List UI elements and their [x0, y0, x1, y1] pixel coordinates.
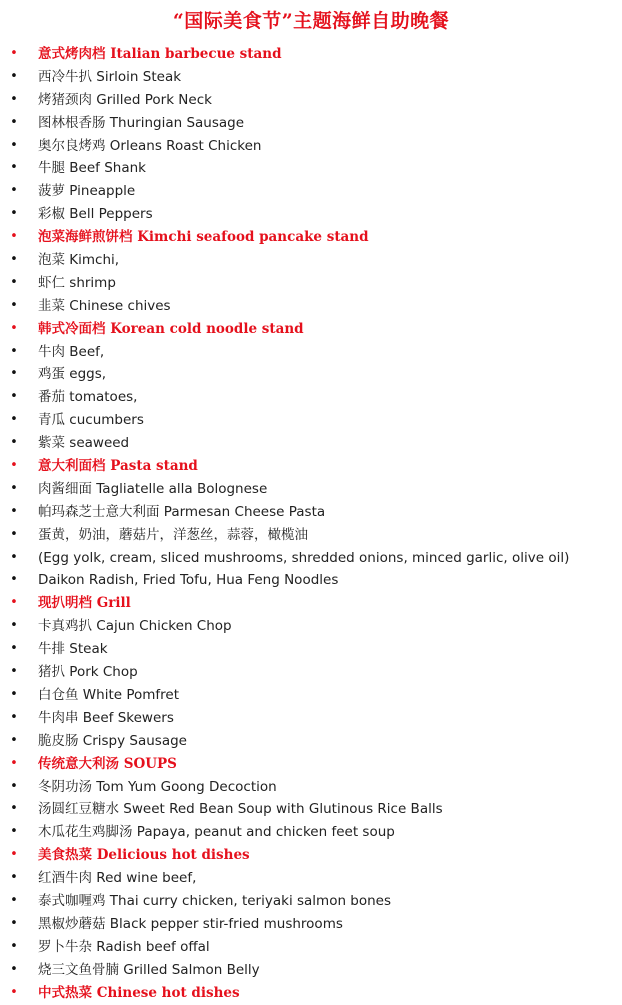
item-label: 番茄 tomatoes, — [38, 389, 138, 406]
menu-item — [0, 684, 622, 707]
menu-item — [0, 569, 622, 592]
menu-item — [0, 890, 622, 913]
menu-item — [0, 112, 622, 135]
item-label: 卡真鸡扒 Cajun Chicken Chop — [38, 618, 232, 635]
bullet-icon: • — [10, 160, 18, 176]
item-label: 红酒牛肉 Red wine beef, — [38, 870, 197, 887]
item-label: 菠萝 Pineapple — [38, 183, 136, 200]
bullet-icon: • — [10, 229, 18, 245]
section-label: 泡菜海鲜煎饼档 Kimchi seafood pancake stand — [38, 229, 369, 246]
bullet-icon: • — [10, 206, 18, 222]
item-label: (Egg yolk, cream, sliced mushrooms, shredded onions, minced garlic, olive oil) — [38, 549, 570, 566]
menu-item — [0, 66, 622, 89]
menu-item — [0, 936, 622, 959]
bullet-icon: • — [10, 961, 18, 977]
menu-item — [0, 501, 622, 524]
bullet-icon: • — [10, 297, 18, 313]
menu-item — [0, 272, 622, 295]
section-heading — [0, 592, 622, 615]
item-label: 青瓜 cucumbers — [38, 412, 144, 429]
section-label: 传统意大利汤 SOUPS — [38, 755, 177, 772]
menu-item — [0, 478, 622, 501]
bullet-icon: • — [10, 412, 18, 428]
bullet-icon: • — [10, 274, 18, 290]
bullet-icon: • — [10, 503, 18, 519]
item-label: 彩椒 Bell Peppers — [38, 206, 153, 223]
menu-list — [0, 43, 622, 1004]
menu-item — [0, 432, 622, 455]
bullet-icon: • — [10, 618, 18, 634]
bullet-icon: • — [10, 343, 18, 359]
menu-item — [0, 867, 622, 890]
menu-item — [0, 547, 622, 570]
bullet-icon: • — [10, 938, 18, 954]
menu-item — [0, 821, 622, 844]
item-label: 黑椒炒蘑菇 Black pepper stir-fried mushrooms — [38, 915, 343, 932]
menu-item — [0, 249, 622, 272]
item-label: 帕玛森芝士意大利面 Parmesan Cheese Pasta — [38, 503, 326, 520]
bullet-icon: • — [10, 778, 18, 794]
section-label: 意式烤肉档 Italian barbecue stand — [38, 46, 282, 62]
menu-item — [0, 180, 622, 203]
item-label: 泡菜 Kimchi, — [38, 252, 120, 269]
menu-item — [0, 363, 622, 386]
menu-item — [0, 638, 622, 661]
menu-item — [0, 203, 622, 226]
item-label: 紫菜 seaweed — [38, 435, 130, 452]
menu-item — [0, 295, 622, 318]
section-label: 美食热菜 Delicious hot dishes — [38, 847, 250, 864]
menu-item — [0, 524, 622, 547]
bullet-icon: • — [10, 366, 18, 382]
bullet-icon: • — [10, 664, 18, 680]
menu-item — [0, 959, 622, 982]
bullet-icon: • — [10, 847, 18, 863]
menu-item — [0, 89, 622, 112]
menu-item — [0, 798, 622, 821]
item-label: 汤圆红豆糖水 Sweet Red Bean Soup with Glutinous Rice Balls — [38, 801, 443, 818]
item-label: 罗卜牛杂 Radish beef offal — [38, 938, 210, 955]
menu-item — [0, 707, 622, 730]
item-label: 脆皮肠 Crispy Sausage — [38, 732, 187, 749]
section-heading — [0, 753, 622, 776]
menu-item — [0, 409, 622, 432]
bullet-icon: • — [10, 801, 18, 817]
item-label: 韭菜 Chinese chives — [38, 297, 171, 314]
item-label: 泰式咖喱鸡 Thai curry chicken, teriyaki salmon bones — [38, 892, 392, 909]
bullet-icon: • — [10, 46, 18, 61]
section-label: 意大利面档 Pasta stand — [38, 458, 198, 475]
bullet-icon: • — [10, 252, 18, 268]
section-heading — [0, 43, 622, 66]
bullet-icon: • — [10, 984, 18, 1000]
item-label: 烧三文鱼骨腩 Grilled Salmon Belly — [38, 961, 260, 978]
bullet-icon: • — [10, 435, 18, 451]
bullet-icon: • — [10, 641, 18, 657]
bullet-icon: • — [10, 320, 18, 336]
section-heading — [0, 226, 622, 249]
item-label: 西冷牛扒 Sirloin Steak — [38, 68, 182, 85]
item-label: Daikon Radish, Fried Tofu, Hua Feng Noodles — [38, 572, 339, 589]
bullet-icon: • — [10, 389, 18, 405]
item-label: 奥尔良烤鸡 Orleans Roast Chicken — [38, 137, 262, 154]
item-label: 虾仁 shrimp — [38, 274, 116, 291]
bullet-icon: • — [10, 183, 18, 199]
bullet-icon: • — [10, 709, 18, 725]
item-label: 牛排 Steak — [38, 641, 108, 658]
bullet-icon: • — [10, 549, 18, 565]
bullet-icon: • — [10, 137, 18, 153]
item-label: 牛肉串 Beef Skewers — [38, 709, 174, 726]
section-label: 现扒明档 Grill — [38, 595, 131, 612]
menu-item — [0, 776, 622, 799]
bullet-icon: • — [10, 480, 18, 496]
menu-item — [0, 135, 622, 158]
bullet-icon: • — [10, 915, 18, 931]
section-heading — [0, 455, 622, 478]
item-label: 牛肉 Beef, — [38, 343, 105, 360]
bullet-icon: • — [10, 91, 18, 107]
page-title: “国际美食节”主题海鲜自助晚餐 — [172, 10, 450, 32]
item-label: 牛腿 Beef Shank — [38, 160, 146, 177]
item-label: 冬阴功汤 Tom Yum Goong Decoction — [38, 778, 277, 795]
bullet-icon: • — [10, 68, 18, 84]
bullet-icon: • — [10, 892, 18, 908]
item-label: 肉酱细面 Tagliatelle alla Bolognese — [38, 480, 268, 497]
bullet-icon: • — [10, 824, 18, 840]
bullet-icon: • — [10, 732, 18, 748]
menu-item — [0, 913, 622, 936]
bullet-icon: • — [10, 755, 18, 771]
bullet-icon: • — [10, 458, 18, 474]
menu-item — [0, 730, 622, 753]
menu-item — [0, 615, 622, 638]
item-label: 图林根香肠 Thuringian Sausage — [38, 114, 245, 131]
menu-item — [0, 157, 622, 180]
section-heading — [0, 844, 622, 867]
item-label: 猪扒 Pork Chop — [38, 664, 138, 681]
menu-item — [0, 386, 622, 409]
item-label: 鸡蛋 eggs, — [38, 366, 107, 383]
bullet-icon: • — [10, 114, 18, 130]
item-label: 白仓鱼 White Pomfret — [38, 686, 180, 703]
bullet-icon: • — [10, 686, 18, 702]
section-heading — [0, 982, 622, 1005]
bullet-icon: • — [10, 870, 18, 886]
section-heading — [0, 318, 622, 341]
menu-item — [0, 341, 622, 364]
bullet-icon: • — [10, 526, 18, 542]
bullet-icon: • — [10, 595, 18, 611]
section-label: 中式热菜 Chinese hot dishes — [38, 984, 240, 1001]
bullet-icon: • — [10, 572, 18, 588]
item-label: 木瓜花生鸡脚汤 Papaya, peanut and chicken feet soup — [38, 824, 395, 841]
item-label: 蛋黄，奶油，蘑菇片，洋葱丝，蒜蓉，橄榄油 — [38, 526, 308, 543]
section-label: 韩式冷面档 Korean cold noodle stand — [38, 320, 304, 337]
item-label: 烤猪颈肉 Grilled Pork Neck — [38, 91, 212, 108]
menu-item — [0, 661, 622, 684]
